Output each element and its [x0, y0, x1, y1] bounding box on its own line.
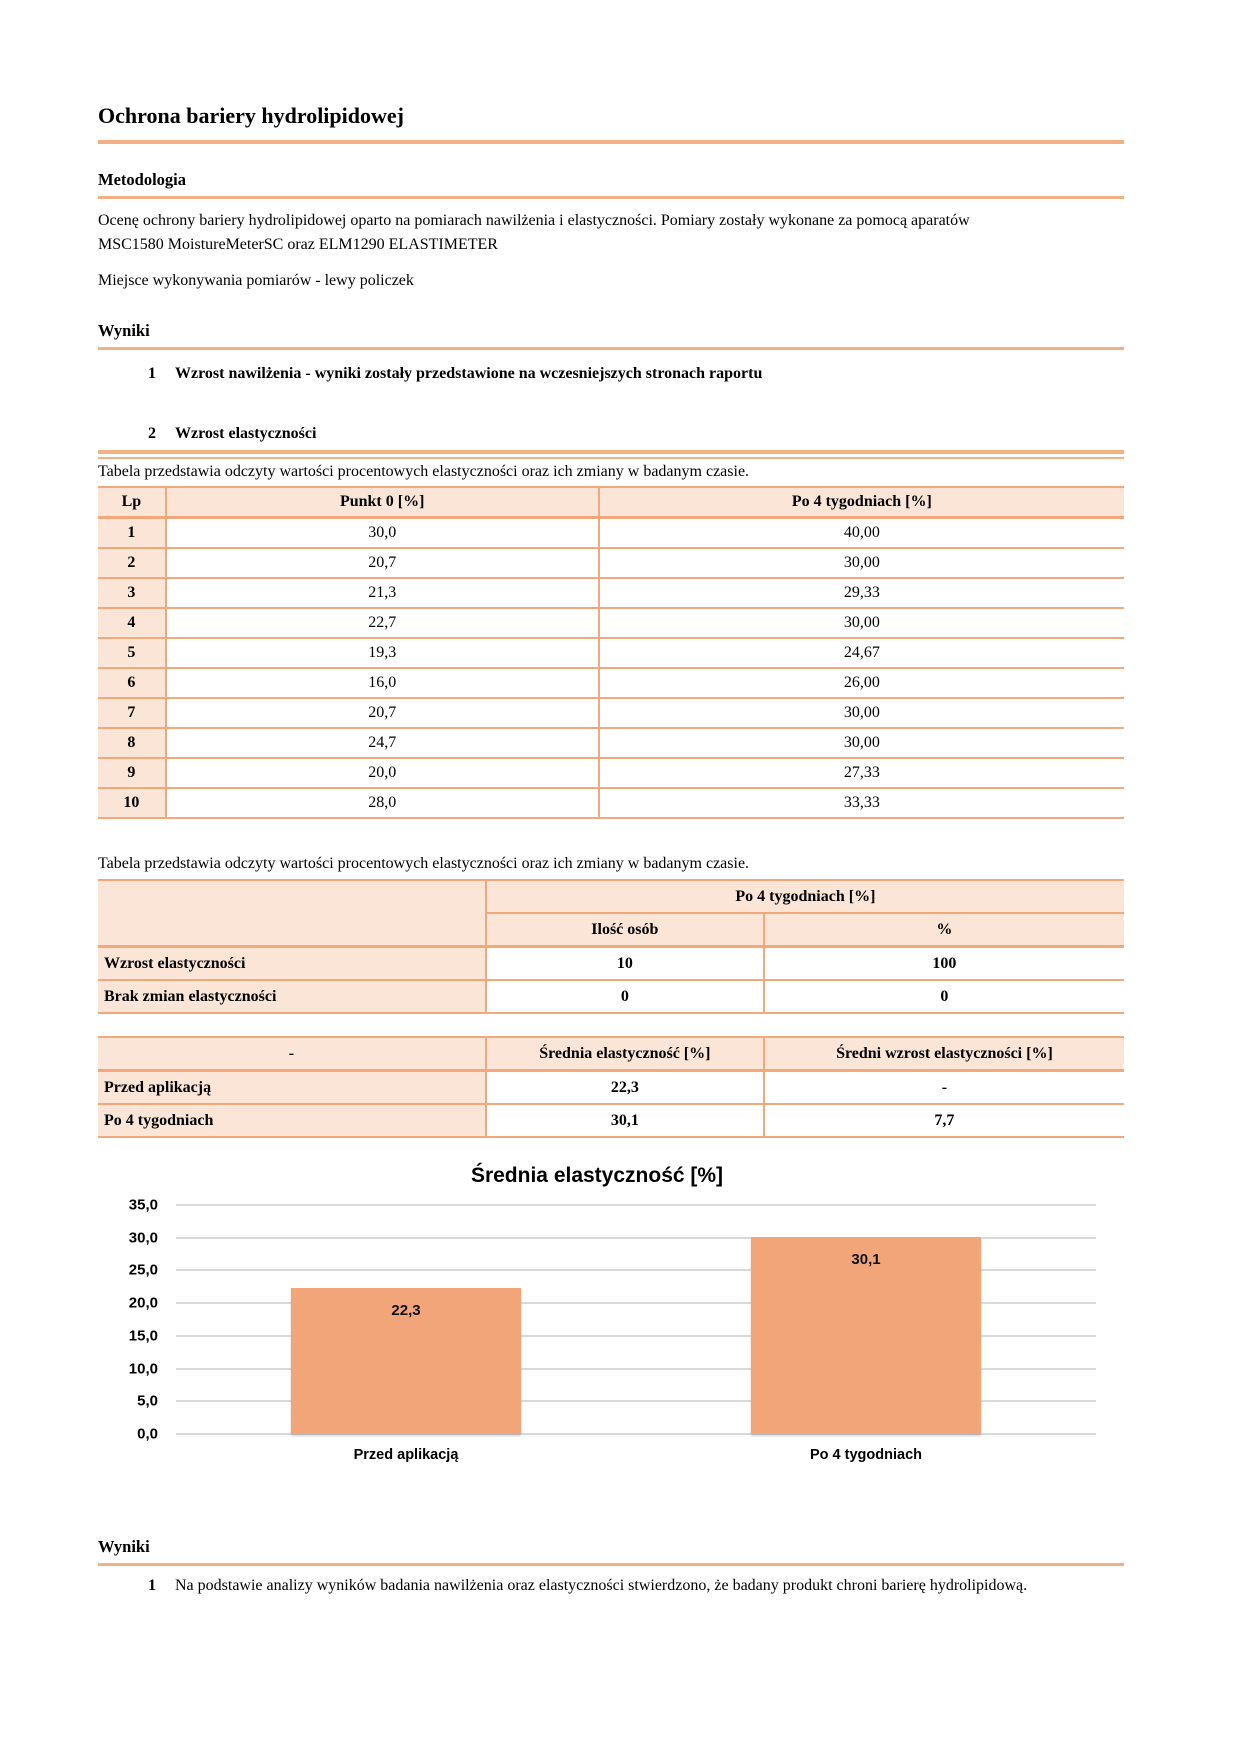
row-label-cell: 6 — [98, 668, 166, 698]
table-header-row — [98, 880, 1124, 913]
value-cell: 30,00 — [599, 728, 1124, 758]
x-category-label: Po 4 tygodniach — [810, 1447, 922, 1463]
table2-caption: Tabela przedstawia odczyty wartości procentowych elastyczności oraz ich zmiany w badanym czasie. — [98, 855, 750, 872]
column-header-avg-increase: Średni wzrost elastyczności [%] — [764, 1037, 1124, 1071]
y-tick-label: 15,0 — [128, 1327, 158, 1345]
bar-value-label: 30,1 — [851, 1251, 881, 1269]
table-row — [98, 1104, 1124, 1137]
column-header-dash: - — [98, 1037, 486, 1071]
table-header-row — [98, 487, 1124, 518]
value-cell: 30,00 — [599, 548, 1124, 578]
value-cell: 26,00 — [599, 668, 1124, 698]
table-row — [98, 1071, 1124, 1105]
row-label-cell: Przed aplikacją — [98, 1071, 486, 1105]
value-cell: 40,00 — [599, 518, 1124, 549]
row-label-cell: Brak zmian elastyczności — [98, 980, 486, 1013]
row-label-cell: 5 — [98, 638, 166, 668]
table-row — [98, 788, 1124, 818]
summary-table-body — [98, 947, 1124, 1014]
average-elasticity-chart — [98, 1164, 1096, 1467]
result-item-2 — [98, 422, 1124, 446]
chart-plot-area — [176, 1205, 1096, 1434]
results-heading: Wyniki — [98, 321, 1124, 350]
value-cell: 22,7 — [166, 608, 599, 638]
table-header-row — [98, 1037, 1124, 1071]
y-tick-label: 5,0 — [137, 1392, 158, 1410]
table1-caption: Tabela przedstawia odczyty wartości procentowych elastyczności oraz ich zmiany w badanym czasie. — [98, 463, 750, 480]
methodology-heading: Metodologia — [98, 170, 1124, 199]
value-cell: 30,1 — [486, 1104, 764, 1137]
table-row — [98, 608, 1124, 638]
value-cell: 20,0 — [166, 758, 599, 788]
value-cell: 19,3 — [166, 638, 599, 668]
value-cell: 0 — [486, 980, 764, 1013]
table-row — [98, 548, 1124, 578]
column-header-percent: % — [764, 913, 1124, 947]
page-title: Ochrona bariery hydrolipidowej — [98, 103, 1124, 144]
row-label-cell: 7 — [98, 698, 166, 728]
value-cell: - — [764, 1071, 1124, 1105]
value-cell: 0 — [764, 980, 1124, 1013]
table-row — [98, 668, 1124, 698]
value-cell: 20,7 — [166, 548, 599, 578]
span-header-week4: Po 4 tygodniach [%] — [486, 880, 1124, 913]
table-row — [98, 638, 1124, 668]
result-item-number: 2 — [148, 425, 156, 442]
value-cell: 30,00 — [599, 608, 1124, 638]
row-label-cell: Wzrost elastyczności — [98, 947, 486, 981]
elasticity-readings-table — [98, 486, 1124, 819]
result-item-text: Wzrost elastyczności — [175, 425, 317, 442]
value-cell: 30,00 — [599, 698, 1124, 728]
value-cell: 27,33 — [599, 758, 1124, 788]
result-item-text: Wzrost nawilżenia - wyniki zostały przedstawione na wczesniejszych stronach raportu — [175, 365, 763, 382]
conclusion-item-1 — [98, 1574, 1124, 1598]
chart-x-axis — [176, 1447, 1096, 1467]
y-tick-label: 10,0 — [128, 1360, 158, 1378]
empty-corner-cell — [98, 880, 486, 947]
conclusion-item-number: 1 — [148, 1577, 156, 1594]
value-cell: 24,67 — [599, 638, 1124, 668]
column-header-point0: Punkt 0 [%] — [166, 487, 599, 518]
column-header-lp: Lp — [98, 487, 166, 518]
table-row — [98, 728, 1124, 758]
y-tick-label: 0,0 — [137, 1425, 158, 1443]
conclusions-heading: Wyniki — [98, 1537, 1124, 1566]
value-cell: 16,0 — [166, 668, 599, 698]
y-tick-label: 20,0 — [128, 1294, 158, 1312]
gridline — [176, 1204, 1096, 1206]
value-cell: 7,7 — [764, 1104, 1124, 1137]
value-cell: 28,0 — [166, 788, 599, 818]
result-item-number: 1 — [148, 365, 156, 382]
value-cell: 22,3 — [486, 1071, 764, 1105]
row-label-cell: 8 — [98, 728, 166, 758]
chart-bar — [751, 1237, 981, 1434]
conclusion-item-text: Na podstawie analizy wyników badania nawilżenia oraz elastyczności stwierdzono, że badany produkt chroni barierę hydrolipidową. — [175, 1577, 1028, 1594]
row-label-cell: 3 — [98, 578, 166, 608]
chart-bar — [291, 1288, 521, 1434]
methodology-paragraph: Ocenę ochrony bariery hydrolipidowej oparto na pomiarach nawilżenia i elastyczności. Pomiary zostały wykonane za pomocą aparatów MSC1580 MoistureMeterSC oraz ELM1290 ELASTIMETER — [98, 212, 970, 253]
table-row — [98, 698, 1124, 728]
value-cell: 21,3 — [166, 578, 599, 608]
x-category-label: Przed aplikacją — [353, 1447, 459, 1463]
row-label-cell: 10 — [98, 788, 166, 818]
value-cell: 33,33 — [599, 788, 1124, 818]
averages-table — [98, 1036, 1124, 1138]
measurement-site-paragraph: Miejsce wykonywania pomiarów - lewy policzek — [98, 272, 414, 289]
y-tick-label: 30,0 — [128, 1229, 158, 1247]
chart-title: Średnia elastyczność [%] — [470, 1164, 724, 1187]
column-header-week4: Po 4 tygodniach [%] — [599, 487, 1124, 518]
column-header-avg-elasticity: Średnia elastyczność [%] — [486, 1037, 764, 1071]
row-label-cell: 2 — [98, 548, 166, 578]
table-row — [98, 518, 1124, 549]
table-row — [98, 758, 1124, 788]
row-label-cell: Po 4 tygodniach — [98, 1104, 486, 1137]
row-label-cell: 4 — [98, 608, 166, 638]
table-row — [98, 980, 1124, 1013]
section-divider — [98, 450, 1124, 459]
value-cell: 30,0 — [166, 518, 599, 549]
bar-value-label: 22,3 — [391, 1302, 421, 1320]
column-header-count: Ilość osób — [486, 913, 764, 947]
value-cell: 100 — [764, 947, 1124, 981]
row-label-cell: 9 — [98, 758, 166, 788]
value-cell: 24,7 — [166, 728, 599, 758]
value-cell: 10 — [486, 947, 764, 981]
y-tick-label: 25,0 — [128, 1261, 158, 1279]
table-row — [98, 947, 1124, 981]
value-cell: 20,7 — [166, 698, 599, 728]
chart-y-axis — [98, 1196, 176, 1443]
value-cell: 29,33 — [599, 578, 1124, 608]
result-item-1 — [98, 362, 1124, 386]
elasticity-summary-table — [98, 879, 1124, 1014]
y-tick-label: 35,0 — [128, 1196, 158, 1214]
averages-table-body — [98, 1071, 1124, 1138]
elasticity-table-body — [98, 518, 1124, 819]
row-label-cell: 1 — [98, 518, 166, 549]
table-row — [98, 578, 1124, 608]
